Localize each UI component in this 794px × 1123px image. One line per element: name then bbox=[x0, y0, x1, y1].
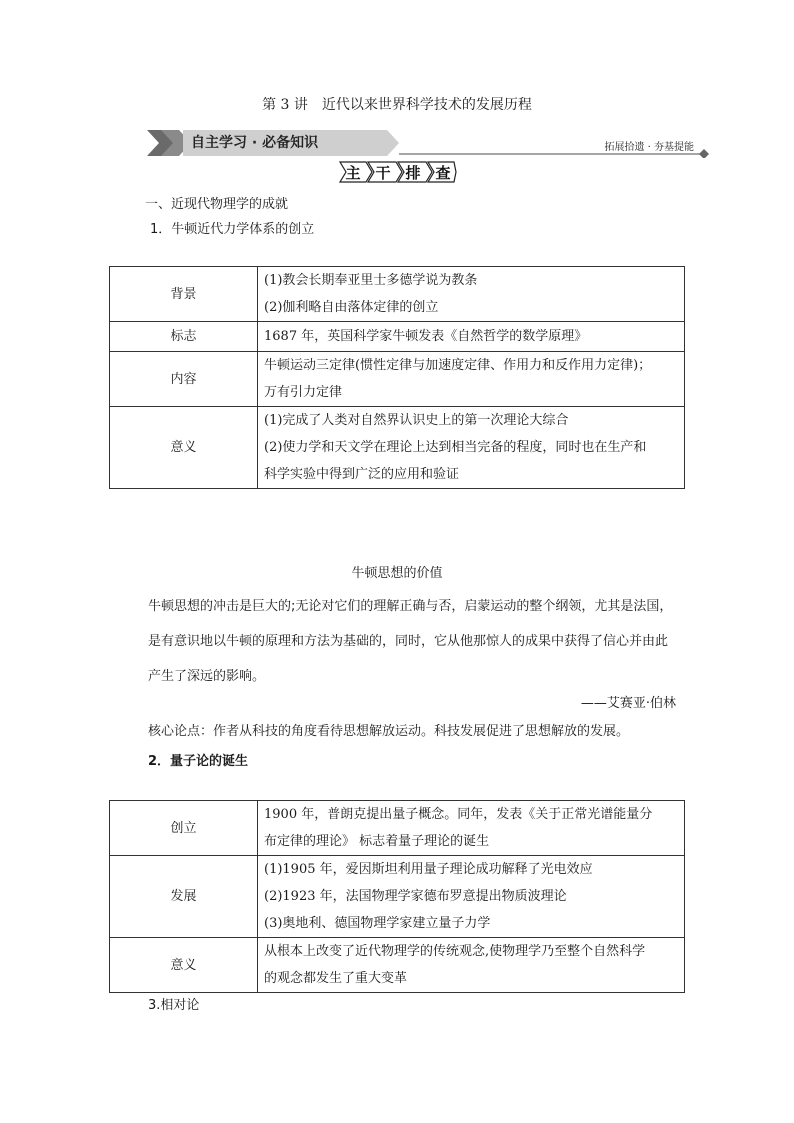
row-key: 意义 bbox=[110, 407, 258, 489]
banner-right-label: 拓展拾遗 · 夯基提能 bbox=[604, 142, 694, 153]
row-value bbox=[258, 407, 685, 489]
value-line: (2)1923 年，法国物理学家德布罗意提出物质波理论 bbox=[264, 889, 567, 904]
subheader-char: 主 bbox=[345, 163, 361, 182]
row-key: 意义 bbox=[110, 938, 258, 993]
row-value bbox=[258, 856, 685, 938]
row-value bbox=[258, 938, 685, 993]
subheader-char: 干 bbox=[375, 163, 391, 182]
table-row bbox=[110, 267, 685, 322]
value-line: 1900 年，普朗克提出量子概念。同年，发表《关于正常光谱能量分 bbox=[264, 807, 653, 822]
value-line: 从根本上改变了近代物理学的传统观念,使物理学乃至整个自然科学 bbox=[264, 944, 646, 959]
subheader-char: 排 bbox=[405, 163, 421, 182]
value-line: (2)伽利略自由落体定律的创立 bbox=[264, 300, 439, 315]
subheader bbox=[338, 160, 458, 184]
value-line: 1687 年，英国科学家牛顿发表《自然哲学的数学原理》 bbox=[264, 329, 588, 344]
page-title: 第 3 讲 近代以来世界科学技术的发展历程 bbox=[262, 97, 532, 113]
subsection-heading: 3.相对论 bbox=[148, 998, 200, 1013]
table-row bbox=[110, 938, 685, 993]
value-line: (3)奥地利、德国物理学家建立量子力学 bbox=[264, 916, 491, 931]
row-value bbox=[258, 801, 685, 856]
row-value bbox=[258, 322, 685, 352]
value-line: (2)使力学和天文学在理论上达到相当完备的程度，同时也在生产和 bbox=[264, 440, 647, 455]
row-key: 发展 bbox=[110, 856, 258, 938]
quantum-table bbox=[109, 800, 685, 993]
value-line: (1)1905 年，爱因斯坦利用量子理论成功解释了光电效应 bbox=[264, 862, 593, 877]
essay-title: 牛顿思想的价值 bbox=[351, 566, 443, 581]
value-line: (1)完成了人类对自然界认识史上的第一次理论大综合 bbox=[264, 413, 569, 428]
essay-author: ——艾赛亚·伯林 bbox=[580, 696, 676, 711]
table-row bbox=[110, 322, 685, 352]
subsection-heading: 2．量子论的诞生 bbox=[148, 754, 249, 769]
row-value bbox=[258, 267, 685, 322]
newton-table bbox=[109, 266, 685, 489]
value-line: 科学实验中得到广泛的应用和验证 bbox=[264, 467, 460, 482]
table-row bbox=[110, 801, 685, 856]
banner-left-label: 自主学习 · 必备知识 bbox=[191, 135, 319, 151]
row-key: 内容 bbox=[110, 352, 258, 407]
core-point: 核心论点：作者从科技的角度看待思想解放运动。科技发展促进了思想解放的发展。 bbox=[148, 724, 630, 739]
table-row bbox=[110, 352, 685, 407]
section-banner bbox=[147, 128, 712, 158]
subheader-char: 查 bbox=[435, 163, 451, 182]
row-value bbox=[258, 352, 685, 407]
section-heading: 一、近现代物理学的成就 bbox=[145, 197, 289, 212]
value-line: (1)教会长期奉亚里士多德学说为教条 bbox=[264, 273, 478, 288]
table-row bbox=[110, 856, 685, 938]
value-line: 的观念都发生了重大变革 bbox=[264, 971, 408, 986]
value-line: 牛顿运动三定律(惯性定律与加速度定律、作用力和反作用力定律)； bbox=[264, 358, 652, 373]
row-key: 背景 bbox=[110, 267, 258, 322]
value-line: 万有引力定律 bbox=[264, 385, 343, 400]
subsection-heading: 1．牛顿近代力学体系的创立 bbox=[150, 222, 315, 237]
table-row bbox=[110, 407, 685, 489]
essay-body: 牛顿思想的冲击是巨大的;无论对它们的理解正确与否，启蒙运动的整个纲领，尤其是法国，是有意识地以牛顿的原理和方法为基础的，同时，它从他那惊人的成果中获得了信心并由此产生了深远的影响。 bbox=[148, 599, 673, 684]
value-line: 布定律的理论》 标志着量子理论的诞生 bbox=[264, 834, 490, 849]
row-key: 创立 bbox=[110, 801, 258, 856]
row-key: 标志 bbox=[110, 322, 258, 352]
